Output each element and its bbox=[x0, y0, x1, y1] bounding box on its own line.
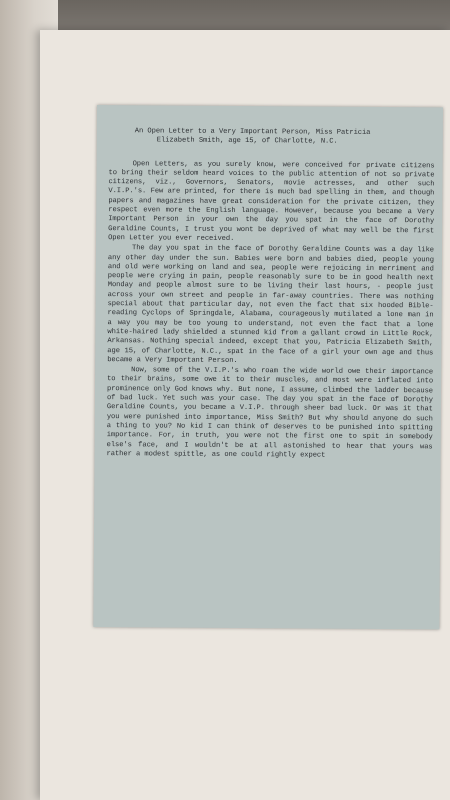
paragraph-2: The day you spat in the face of Dorothy Geraldine Counts was a day like any other day under the sun. Babies were born and babies died, people young and old were working on land and sea, people were rejoicing in merriment and people were crying in pain, people reasonably sure to be in good health next Monday and people almost sure to be living their last hours, - people just across your own street and people in far-away countries. There was nothing special about that particular day, not even the fact that six hooded Bible-reading Cyclops of Springdale, Alabama, courageously mutilated a lone man in a way you may be too young to understand, not even the fact that a lone white-haired lady shielded a stunned kid from a gallant crowd in Little Rock, Arkansas. Nothing special indeed, except that you, Patricia Elizabeth Smith, age 15, of Charlotte, N.C., spat in the face of a girl your own age and thus became a Very Important Person. bbox=[107, 244, 435, 365]
letter-body bbox=[107, 127, 435, 461]
letter-title bbox=[135, 127, 435, 148]
title-line-1: An Open Letter to a Very Important Person, Miss Patricia bbox=[134, 127, 371, 137]
title-line-2: Elizabeth Smith, age 15, of Charlotte, N.C. bbox=[156, 136, 338, 146]
paragraph-3: Now, some of the V.I.P.'s who roam the wide world owe their importance to their brains, some owe it to their muscles, and most were inflated into prominence only God knows why. But none, I assume, climbed the ladder because of bad luck. Yet such was your case. The day you spat in the face of Dorothy Geraldine Counts, you became a V.I.P. through sheer bad luck. Or was it that you were punished into importance, Miss Smith? But why should anyone do such a thing to you? No kid I can think of deserves to be punished into spitting importance. For, in truth, you were not the first one to spit in somebody else's face, and I wouldn't be at all astonished to hear that yours was rather a modest spittle, as one could rightly expect bbox=[106, 366, 434, 460]
typed-letter-sheet bbox=[93, 105, 443, 629]
paragraph-1: Open Letters, as you surely know, were conceived for private citizens to bring their seldom heard voices to the public attention of not so private citizens, viz., Governors, Senators, movie actresses, and other such V.I.P.'s. Few are printed, for there is much bad spelling in them, and though papers and magazines have great consideration for the private citizen, they respect even more the English language. However, because you became a Very Important Person in your own the day you spat in the face of Dorothy Geraldine Counts, I trust you wont be deprived of what may well be the first Open Letter you ever received. bbox=[108, 159, 435, 243]
